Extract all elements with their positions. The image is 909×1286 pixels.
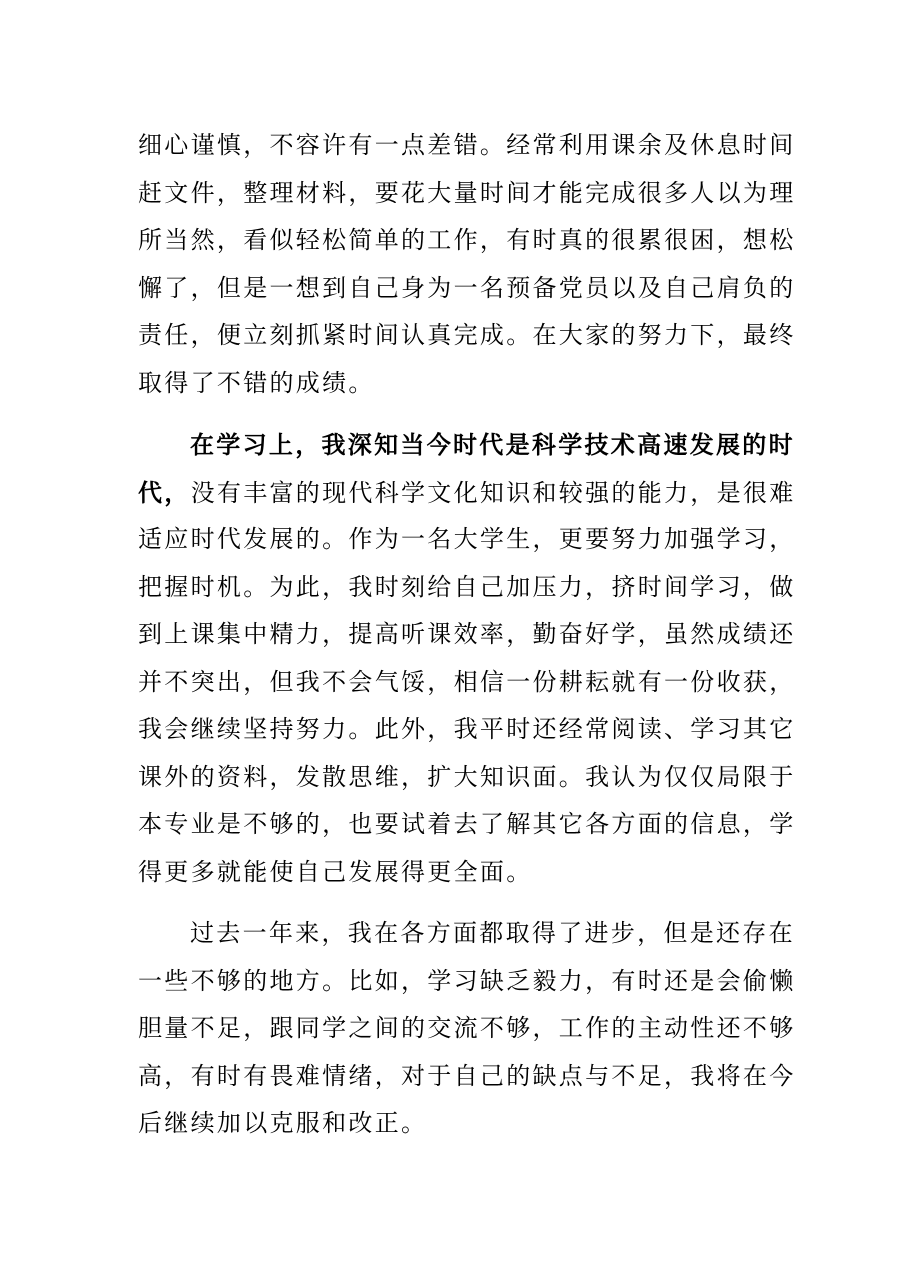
text-segment: 细心谨慎，不容许有一点差错。经常利用课余及休息时间 xyxy=(138,131,796,159)
text-segment: 我会继续坚持努力。此外，我平时还经常阅读、学习其它 xyxy=(138,715,796,743)
text-line xyxy=(138,754,796,802)
text-segment: 赶文件，整理材料，要花大量时间才能完成很多人以为理 xyxy=(138,178,796,207)
text-line xyxy=(138,1100,772,1148)
text-segment: 到上课集中精力，提高听课效率，勤奋好学，虽然成绩还 xyxy=(138,620,796,648)
text-line xyxy=(138,122,796,170)
text-segment: 责任，便立刻抓紧时间认真完成。在大家的努力下，最终 xyxy=(138,321,796,349)
text-segment: 并不突出，但我不会气馁，相信一份耕耘就有一份收获， xyxy=(138,667,796,696)
text-line xyxy=(138,265,796,313)
text-line xyxy=(138,469,796,517)
bold-text-segment: 在学习上，我深知当今时代是科学技术高速发展的时 xyxy=(190,430,795,459)
text-segment: 过去一年来，我在各方面都取得了进步，但是还存在 xyxy=(190,919,795,947)
text-line xyxy=(138,1053,796,1101)
text-segment: 本专业是不够的，也要试着去了解其它各方面的信息，学 xyxy=(138,810,796,838)
text-segment: 课外的资料，发散思维，扩大知识面。我认为仅仅局限于 xyxy=(138,762,796,791)
text-segment: 取得了不错的成绩。 xyxy=(138,368,375,397)
paragraph-gap xyxy=(138,407,772,421)
document-body xyxy=(138,122,796,1148)
text-line xyxy=(138,217,796,265)
text-segment: 胆量不足，跟同学之间的交流不够，工作的主动性还不够 xyxy=(138,1014,796,1042)
text-segment: 适应时代发展的。作为一名大学生，更要努力加强学习， xyxy=(138,525,796,553)
text-segment: 把握时机。为此，我时刻给自己加压力，挤时间学习，做 xyxy=(138,572,796,601)
text-segment: 后继续加以克服和改正。 xyxy=(138,1109,428,1137)
text-line xyxy=(138,958,796,1006)
text-line xyxy=(138,170,796,218)
text-line xyxy=(138,849,772,897)
text-segment: 懈了，但是一想到自己身为一名预备党员以及自己肩负的 xyxy=(138,273,796,302)
text-line xyxy=(138,1005,796,1053)
paragraph-p2 xyxy=(138,421,796,896)
text-line xyxy=(138,516,796,564)
text-line xyxy=(138,659,796,707)
text-segment: 没有丰富的现代科学文化知识和较强的能力，是很难 xyxy=(190,478,796,507)
text-line xyxy=(138,910,795,958)
paragraph-gap xyxy=(138,896,772,910)
text-line xyxy=(138,421,795,469)
text-line xyxy=(138,564,796,612)
text-line xyxy=(138,611,796,659)
paragraph-p1 xyxy=(138,122,796,407)
text-line xyxy=(138,706,796,754)
text-segment: 高，有时有畏难情绪，对于自己的缺点与不足，我将在今 xyxy=(138,1061,796,1090)
bold-text-segment: 代， xyxy=(138,477,191,507)
text-line xyxy=(138,801,796,849)
document-page xyxy=(138,122,796,1148)
text-segment: 得更多就能使自己发展得更全面。 xyxy=(138,857,533,886)
text-line xyxy=(138,312,796,360)
text-segment: 所当然，看似轻松简单的工作，有时真的很累很困，想松 xyxy=(138,226,796,254)
paragraph-p3 xyxy=(138,910,796,1148)
text-segment: 一些不够的地方。比如，学习缺乏毅力，有时还是会偷懒 xyxy=(138,966,796,995)
text-line xyxy=(138,360,772,408)
